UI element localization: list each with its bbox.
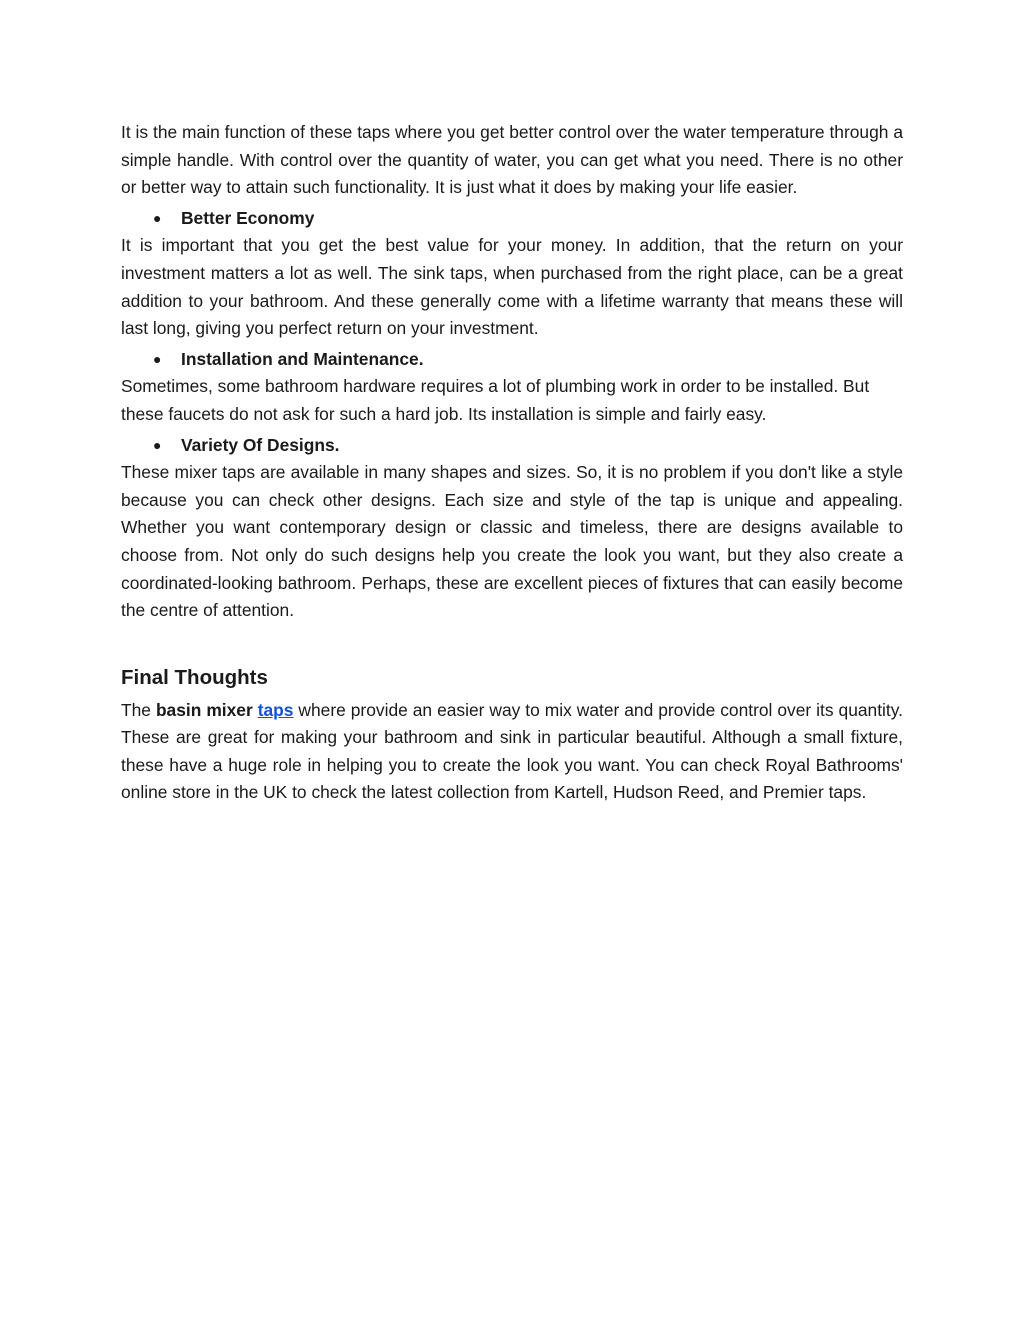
paragraph-final bbox=[121, 697, 903, 807]
final-post: where provide an easier way to mix water and provide control over its quantity. These are great for making your bathroom and sink in particular beautiful. Although a small fixture, these have a huge role in helping you to create the look you want. You can check Royal Bathrooms' online store in the UK to check the latest collection from Kartell, Hudson Reed, and Premier taps. bbox=[121, 699, 903, 803]
paragraph-functionality: It is the main function of these taps where you get better control over the water temperature through a simple handle. With control over the quantity of water, you can get what you need. There is no other or better way to attain such functionality. It is just what it does by making your life easier. bbox=[121, 122, 903, 198]
taps-link[interactable]: taps bbox=[257, 699, 294, 720]
bullet-variety bbox=[121, 432, 903, 460]
bullet-better-economy bbox=[121, 205, 903, 233]
paragraph-designs: These mixer taps are available in many shapes and sizes. So, it is no problem if you don't like a style because you can check other designs. Each size and style of the tap is unique and appealing. Whether you want contemporary design or classic and timeless, there are designs available to choose from. Not only do such designs help you create the look you want, but they also create a coordinated-looking bathroom. Perhaps, these are excellent pieces of fixtures that can easily become the centre of attention. bbox=[121, 462, 903, 621]
bullet-label: Better Economy bbox=[181, 207, 315, 228]
paragraph-economy: It is important that you get the best value for your money. In addition, that the return on your investment matters a lot as well. The sink taps, when purchased from the right place, can be a great addition to your bathroom. And these generally come with a lifetime warranty that means these will last long, giving you perfect return on your investment. bbox=[121, 235, 903, 339]
final-pre: The bbox=[121, 699, 156, 720]
bullet-dot-icon: ● bbox=[153, 350, 162, 367]
heading-final-thoughts: Final Thoughts bbox=[121, 665, 268, 689]
bullet-dot-icon: ● bbox=[153, 209, 162, 226]
bullet-installation bbox=[121, 346, 903, 374]
bullet-label: Variety Of Designs. bbox=[181, 434, 340, 455]
bullet-dot-icon: ● bbox=[153, 436, 162, 453]
paragraph-installation: Sometimes, some bathroom hardware requires a lot of plumbing work in order to be installed. But these faucets do not ask for such a hard job. Its installation is simple and fairly easy. bbox=[121, 376, 870, 424]
bullet-label: Installation and Maintenance. bbox=[181, 348, 424, 369]
final-bold-term: basin mixer bbox=[155, 699, 253, 720]
document-page bbox=[121, 119, 903, 807]
